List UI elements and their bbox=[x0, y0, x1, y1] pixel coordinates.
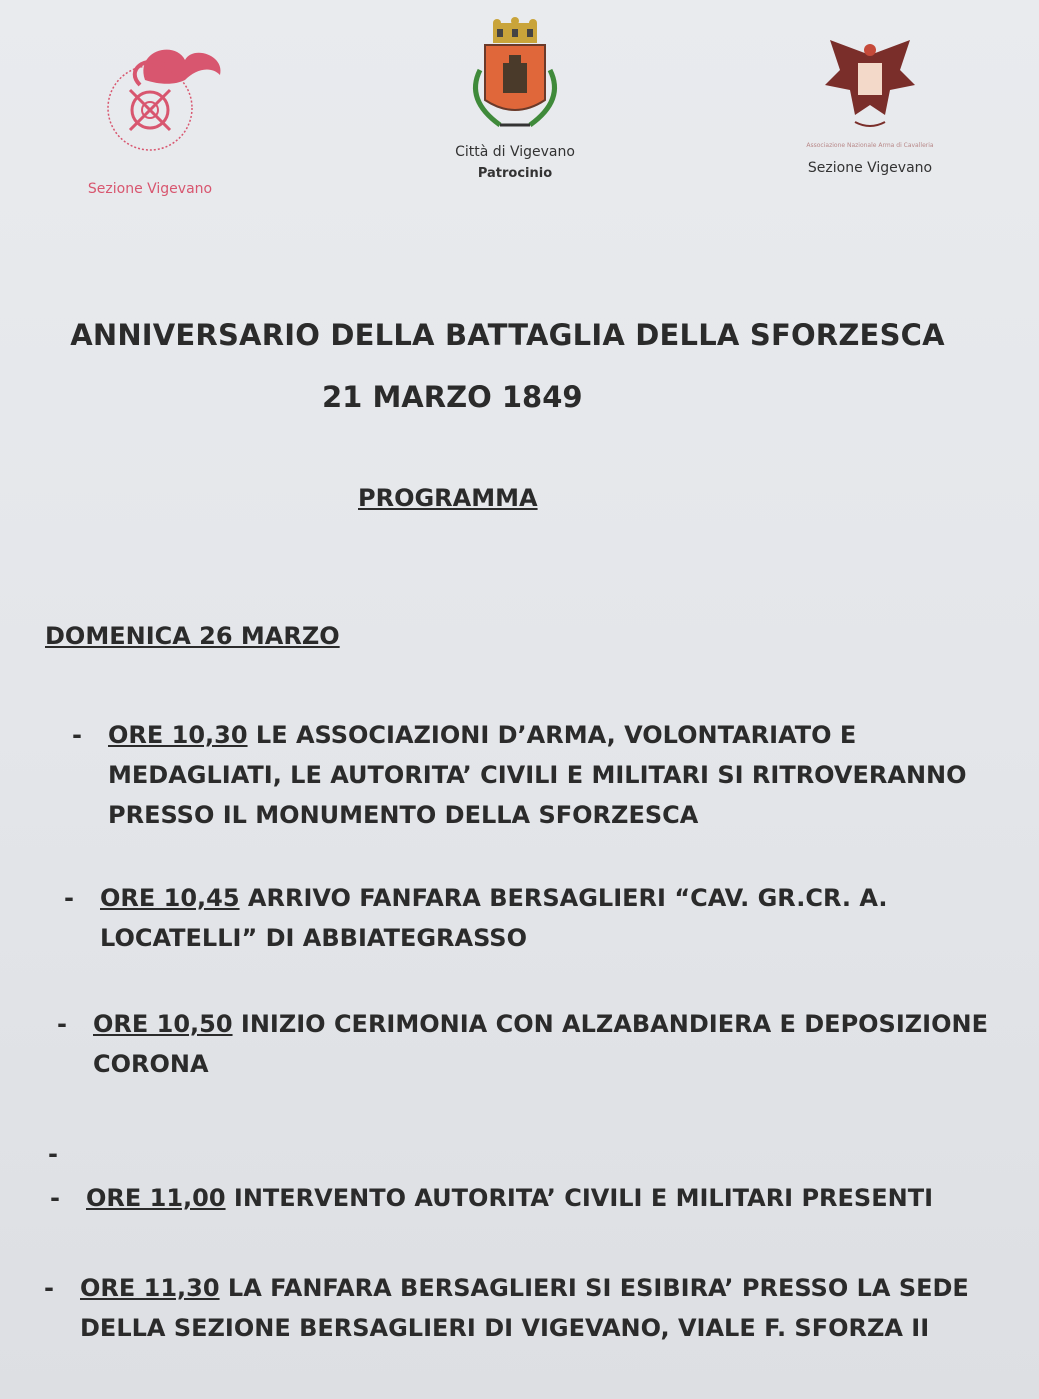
list-dash: - bbox=[50, 1184, 60, 1212]
list-item bbox=[50, 1178, 1006, 1218]
item-text: INTERVENTO AUTORITA’ CIVILI E MILITARI PRESENTI bbox=[225, 1184, 933, 1212]
item-text: LE ASSOCIAZIONI D’ARMA, VOLONTARIATO E bbox=[247, 721, 857, 749]
item-text: CORONA bbox=[93, 1050, 209, 1078]
logo-caption: Sezione Vigevano bbox=[807, 160, 933, 176]
item-text: DELLA SEZIONE BERSAGLIERI DI VIGEVANO, VIALE F. SFORZA II bbox=[80, 1314, 930, 1342]
list-item bbox=[72, 715, 1028, 835]
list-dash: - bbox=[57, 1010, 67, 1038]
item-text: LOCATELLI” DI ABBIATEGRASSO bbox=[100, 924, 527, 952]
logo-caption: Sezione Vigevano bbox=[87, 181, 213, 197]
item-time: ORE 11,00 bbox=[86, 1184, 226, 1212]
item-time: ORE 10,45 bbox=[100, 884, 240, 912]
cavalleria-logo bbox=[790, 30, 950, 176]
item-text: ARRIVO FANFARA BERSAGLIERI “CAV. GR.CR. A. bbox=[239, 884, 888, 912]
list-dash: - bbox=[48, 1140, 58, 1168]
bersaglieri-logo bbox=[70, 40, 230, 197]
item-text: INIZIO CERIMONIA CON ALZABANDIERA E DEPOSIZIONE bbox=[232, 1010, 988, 1038]
coat-of-arms-icon bbox=[455, 15, 575, 140]
vigevano-logo bbox=[415, 15, 615, 181]
list-item bbox=[44, 1268, 1000, 1348]
item-time: ORE 10,50 bbox=[93, 1010, 233, 1038]
page-title: ANNIVERSARIO DELLA BATTAGLIA DELLA SFORZESCA bbox=[70, 318, 945, 352]
logo-caption: Città di Vigevano bbox=[455, 144, 575, 160]
bersaglieri-emblem-icon bbox=[75, 40, 225, 175]
event-date: 21 MARZO 1849 bbox=[322, 380, 583, 414]
item-time: ORE 10,30 bbox=[108, 721, 248, 749]
list-item bbox=[64, 878, 1020, 958]
list-dash: - bbox=[72, 721, 82, 749]
item-time: ORE 11,30 bbox=[80, 1274, 220, 1302]
item-text: MEDAGLIATI, LE AUTORITA’ CIVILI E MILITARI SI RITROVERANNO bbox=[108, 761, 967, 789]
list-item bbox=[57, 1004, 1013, 1084]
logo-subcaption: Patrocinio bbox=[477, 166, 553, 181]
list-dash: - bbox=[44, 1274, 54, 1302]
day-heading: DOMENICA 26 MARZO bbox=[45, 622, 340, 650]
eagle-icon bbox=[815, 30, 925, 140]
item-text: LA FANFARA BERSAGLIERI SI ESIBIRA’ PRESSO LA SEDE bbox=[219, 1274, 969, 1302]
programma-heading: PROGRAMMA bbox=[358, 484, 538, 512]
item-text: PRESSO IL MONUMENTO DELLA SFORZESCA bbox=[108, 801, 699, 829]
logo-small-text: Associazione Nazionale Arma di Cavalleria bbox=[806, 142, 934, 149]
list-dash: - bbox=[64, 884, 74, 912]
